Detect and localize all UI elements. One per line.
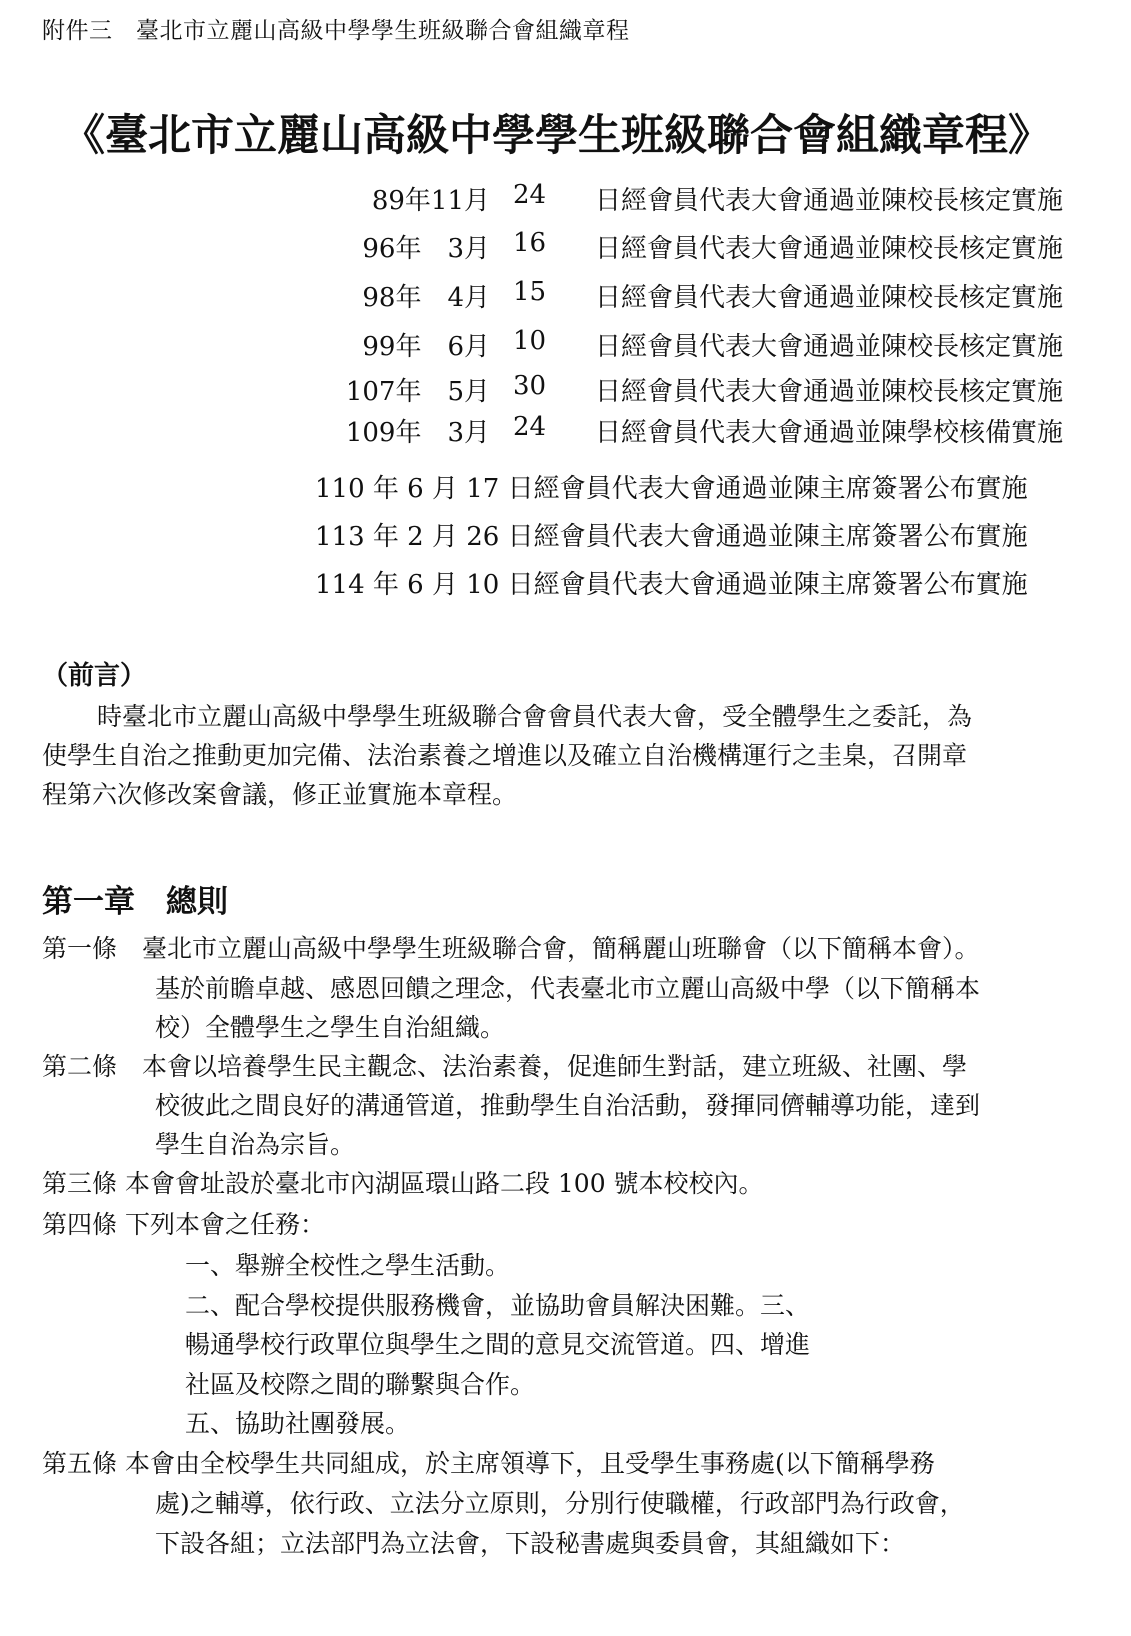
history-text: 日經會員代表大會通過並陳校長核定實施: [595, 283, 1064, 313]
history-text: 日經會員代表大會通過並陳校長核定實施: [595, 332, 1064, 362]
preface-line: 時臺北市立麗山高級中學學生班級聯合會會員代表大會，受全體學生之委託，為: [97, 702, 973, 731]
article-2-line: 校彼此之間良好的溝通管道，推動學生自治活動，發揮同儕輔導功能，達到: [155, 1091, 981, 1120]
history-line: 110 年 6 月 17 日經會員代表大會通過並陳主席簽署公布實施: [315, 474, 1028, 504]
chapter-heading: 第一章 總則: [42, 884, 228, 920]
history-date: 107年 5月: [345, 377, 490, 407]
history-text: 日經會員代表大會通過並陳校長核定實施: [595, 377, 1064, 407]
article-5-line: 處)之輔導，依行政、立法分立原則，分別行使職權，行政部門為行政會，: [155, 1489, 965, 1518]
article-4-line: 第四條 下列本會之任務：: [42, 1210, 325, 1239]
article-4-item: 五、協助社團發展。: [185, 1409, 411, 1438]
article-3-line: 第三條 本會會址設於臺北市內湖區環山路二段 100 號本校校內。: [42, 1169, 764, 1198]
article-2-line: 第二條 本會以培養學生民主觀念、法治素養，促進師生對話，建立班級、社團、學: [42, 1052, 968, 1081]
history-day: 10: [513, 326, 547, 356]
article-1-line: 基於前瞻卓越、感恩回饋之理念，代表臺北市立麗山高級中學（以下簡稱本: [155, 974, 981, 1003]
article-5-line: 下設各組；立法部門為立法會，下設秘書處與委員會，其組織如下：: [155, 1529, 906, 1558]
history-line: 113 年 2 月 26 日經會員代表大會通過並陳主席簽署公布實施: [315, 522, 1028, 552]
article-4-item: 二、配合學校提供服務機會，並協助會員解決困難。三、: [185, 1291, 811, 1320]
history-text: 日經會員代表大會通過並陳學校核備實施: [595, 418, 1064, 448]
article-1-line: 第一條 臺北市立麗山高級中學學生班級聯合會，簡稱麗山班聯會（以下簡稱本會）。: [42, 934, 980, 963]
document-title: 《臺北市立麗山高級中學學生班級聯合會組織章程》: [62, 111, 1051, 161]
attachment-header: 附件三 臺北市立麗山高級中學學生班級聯合會組織章程: [42, 18, 630, 44]
history-day: 24: [513, 412, 547, 442]
article-2-line: 學生自治為宗旨。: [155, 1130, 356, 1159]
history-text: 日經會員代表大會通過並陳校長核定實施: [595, 186, 1064, 216]
history-date: 99年 6月: [362, 332, 490, 362]
history-row: [0, 180, 1131, 216]
history-day: 16: [513, 228, 547, 258]
article-4-item: 一、舉辦全校性之學生活動。: [185, 1251, 511, 1280]
history-date: 96年 3月: [362, 234, 490, 264]
history-row: [0, 228, 1131, 264]
history-row: [0, 326, 1131, 362]
article-5-line: 第五條 本會由全校學生共同組成，於主席領導下，且受學生事務處(以下簡稱學務: [42, 1449, 935, 1478]
article-1-line: 校）全體學生之學生自治組織。: [155, 1013, 506, 1042]
history-day: 30: [513, 371, 547, 401]
history-date: 98年 4月: [362, 283, 490, 313]
history-date: 109年 3月: [345, 418, 490, 448]
history-row: [0, 277, 1131, 313]
preface-heading: （前言）: [42, 661, 147, 691]
history-row: [0, 371, 1131, 407]
history-day: 15: [513, 277, 547, 307]
history-date: 89年11月: [371, 186, 490, 216]
preface-line: 程第六次修改案會議，修正並實施本章程。: [42, 780, 518, 809]
history-day: 24: [513, 180, 547, 210]
history-row: [0, 412, 1131, 448]
history-line: 114 年 6 月 10 日經會員代表大會通過並陳主席簽署公布實施: [315, 570, 1028, 600]
history-text: 日經會員代表大會通過並陳校長核定實施: [595, 234, 1064, 264]
preface-line: 使學生自治之推動更加完備、法治素養之增進以及確立自治機構運行之圭臬，召開章: [42, 741, 968, 770]
article-4-item: 社區及校際之間的聯繫與合作。: [185, 1370, 536, 1399]
article-4-item: 暢通學校行政單位與學生之間的意見交流管道。四、增進: [185, 1330, 811, 1359]
